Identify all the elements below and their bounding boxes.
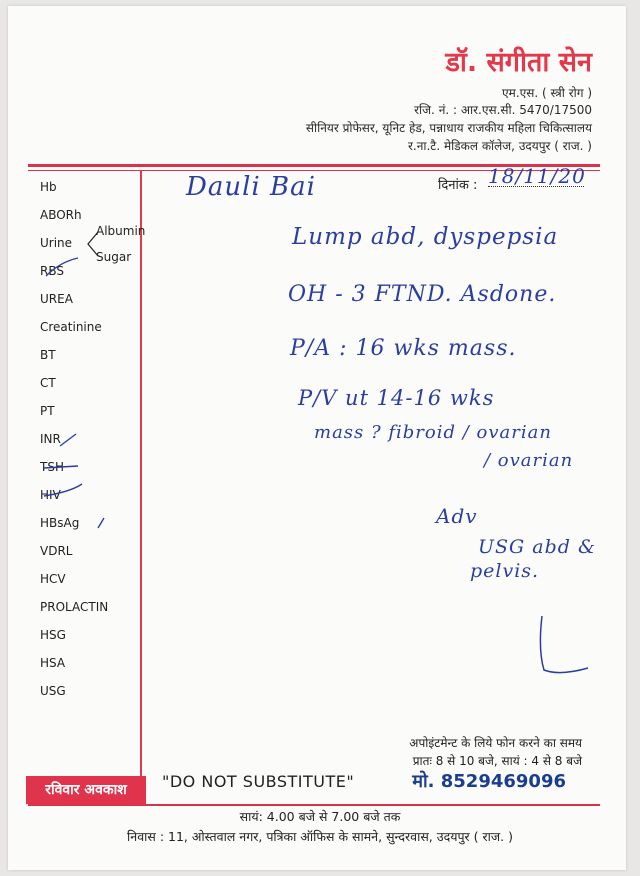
handwritten-date: 18/11/20 <box>488 164 586 188</box>
handwritten-diagnosis-cont: / ovarian <box>484 450 574 471</box>
mobile-number: मो. 8529469096 <box>412 771 566 792</box>
handwritten-per-vaginum: P/V ut 14-16 wks <box>298 386 495 410</box>
test-usg: USG <box>40 684 66 698</box>
handwritten-advice-line2: pelvis. <box>470 560 540 582</box>
test-urea: UREA <box>40 292 73 306</box>
test-creatinine: Creatinine <box>40 320 102 334</box>
hiv-tick-icon <box>44 484 82 496</box>
test-ct: CT <box>40 376 56 390</box>
handwritten-per-abdomen: P/A : 16 wks mass. <box>290 336 517 361</box>
test-hsg: HSG <box>40 628 66 642</box>
sunday-off-badge: रविवार अवकाश <box>26 776 146 804</box>
hbsag-tick-icon <box>98 518 104 528</box>
test-hcv: HCV <box>40 572 66 586</box>
appointment-title: अपोइंटमेन्ट के लिये फोन करने का समय <box>409 736 582 750</box>
test-tsh: TSH <box>40 460 64 474</box>
doctor-name: डॉ. संगीता सेन <box>445 47 592 78</box>
date-label: दिनांक : <box>438 178 478 193</box>
handwritten-complaint: Lump abd, dyspepsia <box>292 224 559 250</box>
handwritten-obstetric-history: OH - 3 FTND. Asdone. <box>288 282 557 307</box>
test-prolactin: PROLACTIN <box>40 600 109 614</box>
test-sugar: Sugar <box>96 250 132 264</box>
handwritten-diagnosis: mass ? fibroid / ovarian <box>314 422 552 443</box>
signature-mark <box>540 616 588 673</box>
test-urine: Urine <box>40 236 73 250</box>
tsh-tick-icon <box>44 466 78 468</box>
designation: सीनियर प्रोफेसर, यूनिट हेड, पन्नाधाय राजकीय महिला चिकित्सालय <box>305 121 592 135</box>
test-inr: INR <box>40 432 61 446</box>
registration-number: रजि. नं. : आर.एस.सी. 5470/17500 <box>414 103 592 117</box>
college: र.ना.टै. मेडिकल कॉलेज, उदयपुर ( राज. ) <box>407 139 592 153</box>
test-hbsag: HBsAg <box>40 516 80 530</box>
footer-divider <box>28 804 600 806</box>
qualification: एम.एस. ( स्त्री रोग ) <box>502 86 592 100</box>
test-hb: Hb <box>40 180 57 194</box>
rbs-tick-icon <box>46 258 78 276</box>
inr-tick-icon <box>60 434 76 446</box>
test-bt: BT <box>40 348 56 362</box>
appointment-timings: प्रातः 8 से 10 बजे, सायं : 4 से 8 बजे <box>412 754 582 768</box>
test-albumin: Albumin <box>96 224 146 238</box>
test-vdrl: VDRL <box>40 544 73 558</box>
handwritten-advice-label: Adv <box>436 504 478 528</box>
handwritten-advice-line1: USG abd & <box>478 536 596 558</box>
test-hiv: HIV <box>40 488 61 502</box>
handwritten-patient-name: Dauli Bai <box>186 172 316 202</box>
test-pt: PT <box>40 404 55 418</box>
evening-hours: सायं: 4.00 बजे से 7.00 बजे तक <box>239 809 401 824</box>
urine-brace-mark <box>88 232 98 256</box>
do-not-substitute: "DO NOT SUBSTITUTE" <box>162 772 355 791</box>
test-aborh: ABORh <box>40 208 82 222</box>
residence-address: निवास : 11, ओस्तवाल नगर, पत्रिका ऑफिस के सामने, सुन्दरवास, उदयपुर ( राज. ) <box>127 829 513 844</box>
test-rbs: RBS <box>40 264 64 278</box>
test-hsa: HSA <box>40 656 66 670</box>
